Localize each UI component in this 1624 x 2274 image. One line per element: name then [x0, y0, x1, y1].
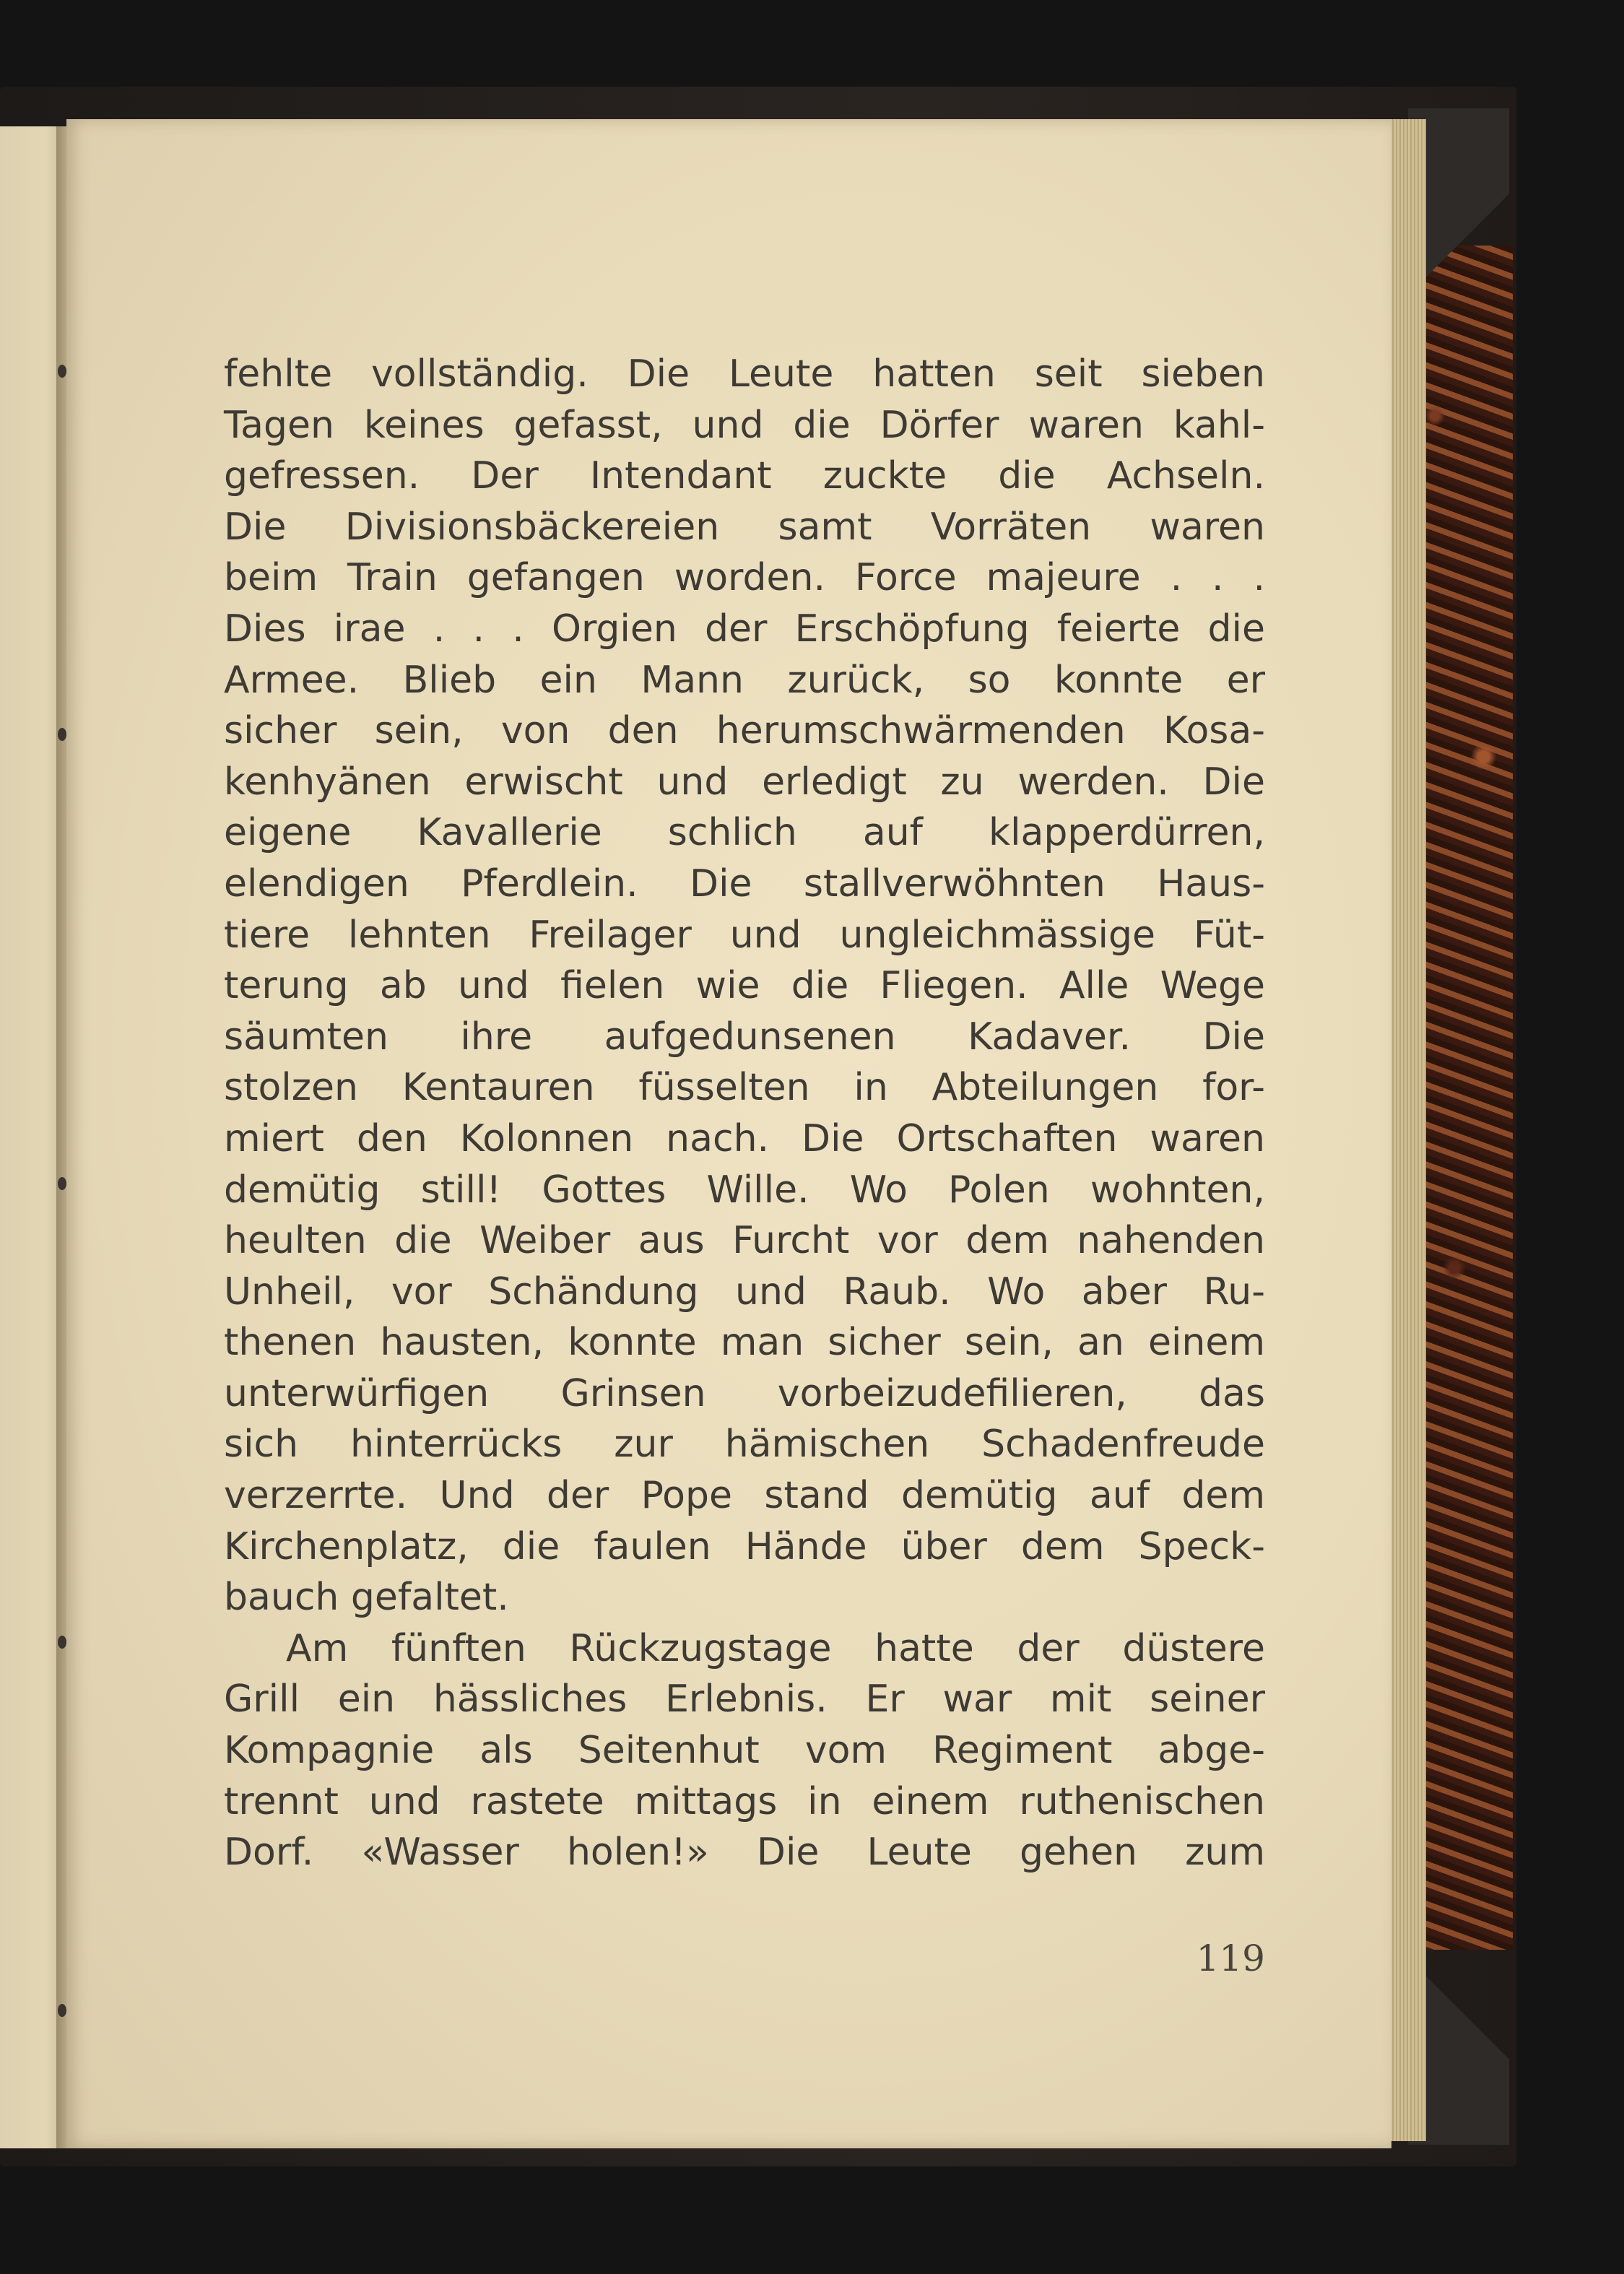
text-line: gefressen. Der Intendant zuckte die Achseln.: [224, 454, 1265, 498]
text-line: trennt und rastete mittags in einem ruthenischen: [224, 1779, 1265, 1823]
text-line: Armee. Blieb ein Mann zurück, so konnte er: [224, 658, 1265, 702]
text-line: sicher sein, von den herumschwärmenden Kosa-: [224, 709, 1265, 753]
book-page: [66, 119, 1391, 2148]
text-line: Die Divisionsbäckereien samt Vorräten waren: [224, 505, 1265, 549]
text-line: eigene Kavallerie schlich auf klapperdürren,: [224, 811, 1265, 855]
text-line: terung ab und fielen wie die Fliegen. Alle Wege: [224, 964, 1265, 1008]
text-line: kenhyänen erwischt und erledigt zu werden. Die: [224, 760, 1265, 804]
body-text: [224, 349, 1265, 1878]
text-line: tiere lehnten Freilager und ungleichmässige Füt-: [224, 913, 1265, 957]
text-line: Kompagnie als Seitenhut vom Regiment abge-: [224, 1729, 1265, 1773]
binding-stitch: [58, 1636, 66, 1649]
binding-stitch: [58, 365, 66, 378]
text-line: fehlte vollständig. Die Leute hatten seit sieben: [224, 352, 1265, 396]
text-line: heulten die Weiber aus Furcht vor dem nahenden: [224, 1219, 1265, 1263]
text-line: Dies irae . . . Orgien der Erschöpfung feierte die: [224, 607, 1265, 651]
text-line: unterwürfigen Grinsen vorbeizudefilieren, das: [224, 1371, 1265, 1415]
text-line: elendigen Pferdlein. Die stallverwöhnten Haus-: [224, 862, 1265, 906]
text-line: miert den Kolonnen nach. Die Ortschaften waren: [224, 1116, 1265, 1160]
text-line: säumten ihre aufgedunsenen Kadaver. Die: [224, 1015, 1265, 1059]
text-line: thenen hausten, konnte man sicher sein, an einem: [224, 1321, 1265, 1365]
text-line: beim Train gefangen worden. Force majeure . . .: [224, 556, 1265, 600]
text-line: verzerrte. Und der Pope stand demütig auf dem: [224, 1474, 1265, 1518]
binding-stitch: [58, 728, 66, 741]
text-line: demütig still! Gottes Wille. Wo Polen wohnten,: [224, 1168, 1265, 1212]
marbled-cover-edge: [1415, 246, 1513, 1950]
text-line: Grill ein hässliches Erlebnis. Er war mit seiner: [224, 1678, 1265, 1722]
page-edges: [1386, 119, 1426, 2141]
binding-stitch: [58, 1177, 66, 1190]
text-line: sich hinterrücks zur hämischen Schadenfreude: [224, 1423, 1265, 1467]
text-line: Am fünften Rückzugstage hatte der düstere: [286, 1626, 1265, 1670]
text-line: bauch gefaltet.: [224, 1576, 509, 1620]
text-line: stolzen Kentauren füsselten in Abteilungen for-: [224, 1066, 1265, 1110]
page-number: 119: [1196, 1937, 1265, 1979]
text-line: Kirchenplatz, die faulen Hände über dem Speck-: [224, 1524, 1265, 1568]
facing-page: [0, 126, 65, 2148]
text-line: Unheil, vor Schändung und Raub. Wo aber Ru-: [224, 1270, 1265, 1314]
text-line: Dorf. «Wasser holen!» Die Leute gehen zum: [224, 1831, 1265, 1875]
text-line: Tagen keines gefasst, und die Dörfer waren kahl-: [224, 403, 1265, 447]
binding-stitch: [58, 2004, 66, 2017]
